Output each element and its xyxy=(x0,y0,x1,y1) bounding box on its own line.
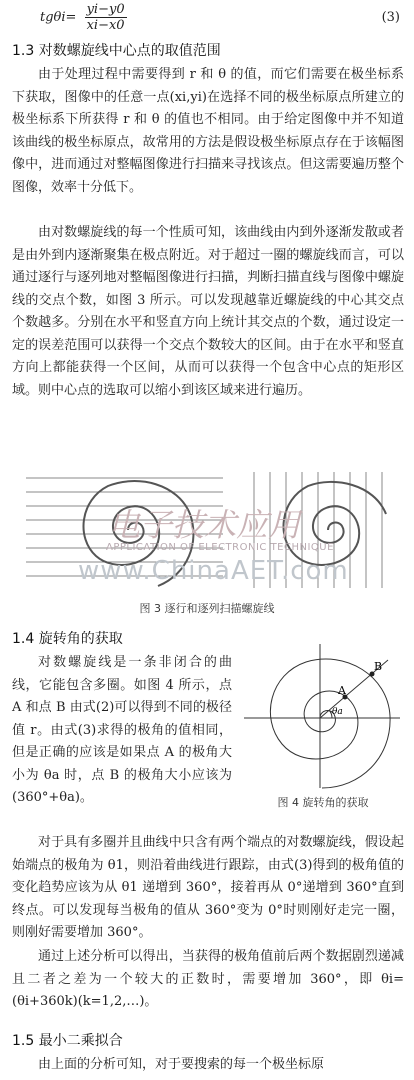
watermark-url: www.ChinaAET.com xyxy=(78,556,349,586)
paragraph-1-4-b: 对于具有多圈并且曲线中只含有两个端点的对数螺旋线，假设起始端点的极角为 θ1，则沿着曲线进行跟踪，由式(3)得到的极角值的变化趋势应该为从 θ1 递增到 360°，接着再从 0°递增到 360°直到终点。可以发现每当极角的值从 360°变为 0°时则刚好走完一圈，则刚好需要增加 360°。 xyxy=(12,835,404,940)
figure-3 xyxy=(18,470,398,590)
paragraph-1-3-b: 由对数螺旋线的每一个性质可知，该曲线由内到外逐渐发散或者是由外到内逐渐聚集在极点附近。对于超过一圈的螺旋线而言，可以通过逐行与逐列地对整幅图像进行扫描，判断扫描直线与图像中螺旋线的交点个数，如图 3 所示。可以发现越靠近螺旋线的中心其交点个数越多。分别在水平和竖直方向上统计其交点的个数，通过设定一定的误差范围可以获得一个交点个数较大的区间。由于在水平和竖直方向上都能获得一个区间，从而可以获得一个包含中心点的矩形区域。则中心点的选取可以缩小到该区域来进行遍历。 xyxy=(12,225,404,398)
label-a: A xyxy=(338,684,346,697)
figure-4-caption: 图 4 旋转角的获取 xyxy=(277,796,369,809)
figure-4-graphic xyxy=(240,640,406,790)
equation-numerator: yi−y0 xyxy=(86,2,125,17)
paragraph-1-4-a: 对数螺旋线是一条非闭合的曲线，它能包含多圈。如图 4 所示，点 A 和点 B 由式(2)可以得到不同的极径值 r。由式(3)求得的极角的值相同，但是正确的应该是如果点 A 的极角大小为 θa 时，点 B 的极角大小应该为(360°+θa)。 xyxy=(12,655,232,805)
section-heading-1-4: 1.4 旋转角的获取 xyxy=(12,631,123,647)
spiral-figure-4 xyxy=(270,659,390,788)
watermark-english: APPLICATION OF ELECTRONIC TECHNIQUE xyxy=(106,542,334,553)
equation-3 xyxy=(0,0,414,38)
paragraph-1-3-a: 由于处理过程中需要得到 r 和 θ 的值，而它们需要在极坐标系下获取，图像中的任意一点(xi,yi)在选择不同的极坐标原点所建立的极坐标系下所获得 r 和 θ 的值也不相同。由于给定图像中并不知道该曲线的极坐标原点，故常用的方法是假设极坐标原点存在于该幅图像中，进而通过对整幅图像进行扫描来寻找该点。但这需要遍历整个图像，效率十分低下。 xyxy=(12,67,404,195)
figure-3-caption: 图 3 逐行和逐列扫描螺旋线 xyxy=(139,602,275,615)
watermark-chinese: 电子技术应用 xyxy=(108,506,301,544)
equation-lhs: tgθi= xyxy=(40,10,77,25)
equation-fraction xyxy=(85,2,127,33)
equation-number: (3) xyxy=(381,10,400,25)
label-theta-a: θa xyxy=(332,707,343,717)
label-b: B xyxy=(374,660,383,673)
section-heading-1-5: 1.5 最小二乘拟合 xyxy=(12,1033,123,1049)
section-heading-1-3: 1.3 对数螺旋线中心点的取值范围 xyxy=(12,43,221,59)
paragraph-1-5-a: 由上面的分析可知，对于要搜索的每一个极坐标原 xyxy=(38,1057,325,1072)
figure-4 xyxy=(240,640,406,790)
equation-denominator: xi−x0 xyxy=(86,18,125,33)
equation-body xyxy=(40,2,127,33)
paragraph-1-4-c: 通过上述分析可以得出，当获得的极角值前后两个数据剧烈递减且二者之差为一个较大的正数时，需要增加 360°，即 θi=(θi+360k)(k=1,2,…)。 xyxy=(12,949,404,1009)
